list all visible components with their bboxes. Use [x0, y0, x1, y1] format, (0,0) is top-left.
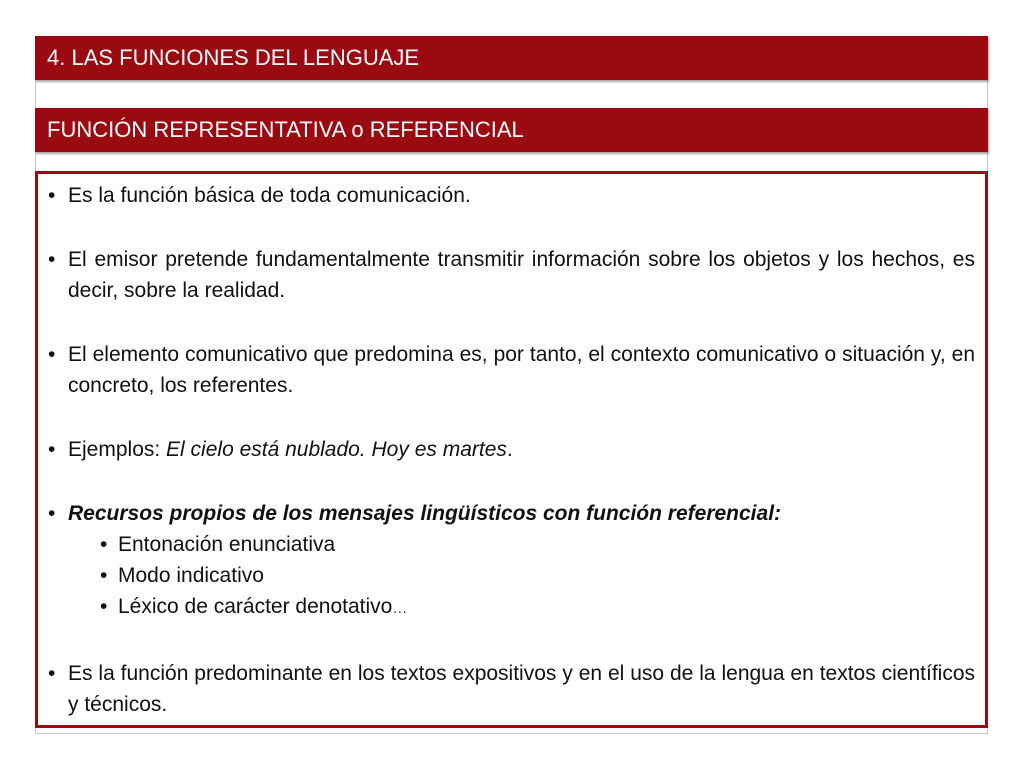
list-item	[48, 339, 975, 401]
sub-item-text: Entonación enunciativa	[118, 533, 336, 556]
bullet-icon: •	[48, 248, 56, 271]
item-text: Es la función predominante en los textos expositivos y en el uso de la lengua en textos científicos y técnicos.	[68, 662, 975, 716]
item-text: El elemento comunicativo que predomina es, por tanto, el contexto comunicativo o situación y, en concreto, los referentes.	[68, 343, 975, 397]
bullet-icon: •	[100, 595, 108, 618]
content-box	[35, 171, 988, 728]
sub-list-item	[48, 591, 975, 624]
item-text: Es la función básica de toda comunicación.	[68, 184, 471, 207]
bullet-icon: •	[48, 184, 56, 207]
sub-item-text: Modo indicativo	[118, 564, 264, 587]
item-text-resources: Recursos propios de los mensajes lingüísticos con función referencial:	[68, 502, 782, 525]
slide-title: 4. LAS FUNCIONES DEL LENGUAJE	[47, 45, 420, 70]
sub-item-text: Léxico de carácter denotativo	[118, 595, 393, 618]
examples-label: Ejemplos:	[68, 438, 167, 461]
bullet-icon: •	[100, 533, 108, 556]
sub-list-item	[48, 529, 975, 560]
sub-item-text-wrap	[118, 591, 407, 624]
item-text: El emisor pretende fundamentalmente transmitir información sobre los objetos y los hechos, es decir, sobre la realidad.	[68, 248, 975, 302]
list-item	[48, 180, 975, 211]
bullet-icon: •	[100, 564, 108, 587]
item-text-examples	[68, 434, 975, 465]
sub-list	[48, 529, 975, 624]
sub-list-item	[48, 560, 975, 591]
list-item	[48, 244, 975, 306]
list-item	[48, 658, 975, 720]
bullet-icon: •	[48, 502, 56, 525]
examples-period: .	[506, 438, 513, 461]
bullet-icon: •	[48, 438, 56, 461]
bullet-icon: •	[48, 662, 56, 685]
ellipsis: …	[392, 600, 408, 617]
bullet-icon: •	[48, 343, 56, 366]
list-item	[48, 498, 975, 529]
list-item	[48, 434, 975, 465]
section-title-bar	[35, 108, 988, 152]
slide-title-bar	[35, 36, 988, 80]
section-title: FUNCIÓN REPRESENTATIVA o REFERENCIAL	[47, 117, 524, 142]
examples-text: El cielo está nublado. Hoy es martes	[166, 438, 507, 461]
